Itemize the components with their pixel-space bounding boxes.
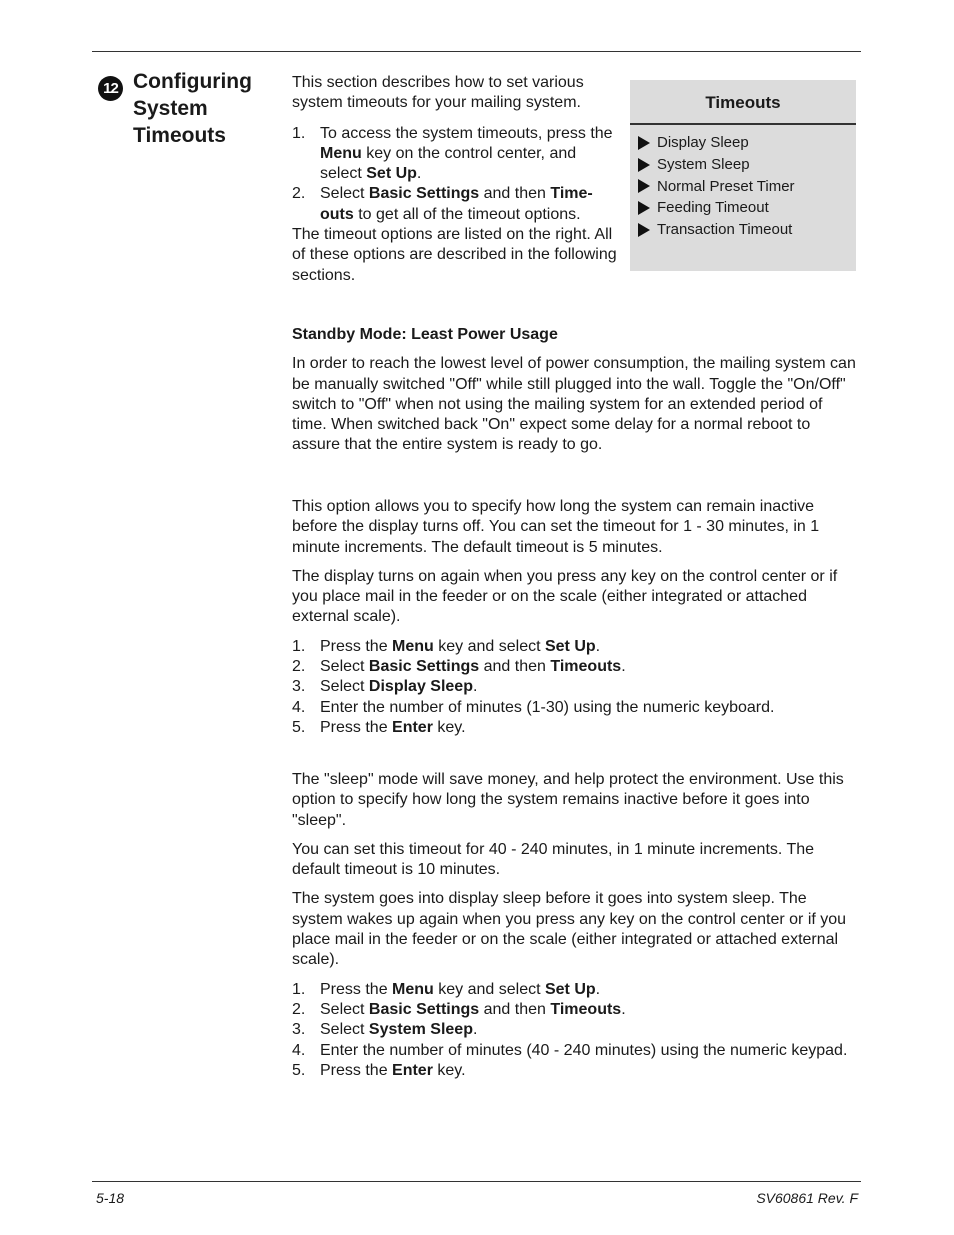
step-emphasis: Set Up	[544, 980, 596, 998]
sidebar-item-transaction-timeout: Transaction Timeout	[638, 219, 856, 241]
step-number: 4.	[292, 1041, 306, 1059]
system-sleep-paragraph: The "sleep" mode will save money, and help protect the environment. Use this option to specify how long the system remains inactive before it goes into "sleep".	[292, 771, 844, 829]
system-sleep-block	[292, 770, 858, 1081]
page-number: 5-18	[96, 1190, 125, 1206]
system-sleep-paragraph: You can set this timeout for 40 - 240 minutes, in 1 minute increments. The default timeout is 10 minutes.	[292, 840, 815, 879]
step-emphasis: Enter	[392, 718, 433, 736]
step-text: .	[595, 980, 601, 998]
step-text: and then	[479, 185, 551, 203]
step-emphasis: Basic Settings	[368, 658, 480, 676]
step-text: Select	[320, 1021, 369, 1039]
standby-heading: Standby Mode: Least Power Usage	[292, 326, 558, 343]
sidebar-item-system-sleep: System Sleep	[638, 154, 856, 176]
triangle-bullet-icon	[638, 201, 650, 215]
triangle-bullet-icon	[638, 136, 650, 150]
step-text: Press the	[320, 1061, 393, 1079]
sidebar-item-feeding-timeout: Feeding Timeout	[638, 197, 856, 219]
standby-block	[292, 325, 858, 456]
sidebar-list	[630, 125, 856, 241]
step-emphasis: Timeouts	[550, 1000, 622, 1018]
intro-steps	[292, 124, 622, 225]
step-item	[292, 184, 622, 225]
section-title-line: System	[133, 97, 208, 120]
step-emphasis: Enter	[392, 1061, 433, 1079]
step-text: key.	[432, 718, 466, 736]
standby-paragraph: In order to reach the lowest level of power consumption, the mailing system can be manually switched "Off" while still plugged into the wall. Toggle the "On/Off" switch to "Off" when not using the mailing system for an extended period of time. When switched back "On" expect some delay for a normal reboot to assure that the entire system is ready to go.	[292, 355, 856, 454]
system-sleep-paragraph: The system goes into display sleep before it goes into system sleep. The system wakes up again when you press any key on the control center or if you place mail in the feeder or on the scale (either integrated or attached external scale).	[292, 890, 847, 969]
step-text: to get all of the timeout options.	[353, 205, 581, 223]
step-item	[292, 1000, 858, 1020]
display-sleep-block	[292, 497, 858, 738]
section-title	[133, 68, 283, 149]
step-text: and then	[479, 658, 551, 676]
step-text: .	[472, 1021, 478, 1039]
triangle-bullet-icon	[638, 179, 650, 193]
step-text: key and select	[433, 980, 545, 998]
step-emphasis: Time-outs	[320, 185, 593, 223]
step-number: 2.	[292, 658, 306, 676]
step-text: key.	[432, 1061, 466, 1079]
step-item	[292, 677, 858, 697]
step-number: 5.	[292, 1061, 306, 1079]
step-number: 1.	[292, 980, 306, 998]
step-text: To access the system timeouts, press the	[320, 124, 613, 142]
step-item	[292, 637, 858, 657]
step-emphasis: Set Up	[544, 637, 596, 655]
step-emphasis: Menu	[392, 637, 434, 655]
triangle-bullet-icon	[638, 158, 650, 172]
step-item	[292, 980, 858, 1000]
step-text: key on the control center, and select	[320, 144, 577, 183]
step-text: Select	[320, 185, 369, 203]
step-text: key and select	[433, 637, 545, 655]
triangle-bullet-icon	[638, 223, 650, 237]
step-text: .	[416, 165, 422, 183]
step-item	[292, 1061, 858, 1081]
step-text: Enter the number of minutes (40 - 240 minutes) using the numeric keypad.	[320, 1041, 848, 1059]
step-emphasis: Display Sleep	[368, 678, 473, 696]
step-text: Enter the number of minutes (1-30) using the numeric keyboard.	[320, 698, 775, 716]
step-emphasis: Menu	[320, 144, 362, 162]
step-text: Select	[320, 658, 369, 676]
step-number: 1.	[292, 124, 306, 142]
step-emphasis: Menu	[392, 980, 434, 998]
step-number: 4.	[292, 698, 306, 716]
footer-rule	[92, 1181, 861, 1182]
sidebar-item-display-sleep: Display Sleep	[638, 132, 856, 154]
sidebar-title: Timeouts	[630, 80, 856, 125]
display-sleep-steps	[292, 637, 858, 738]
step-emphasis: Set Up	[366, 165, 417, 183]
step-emphasis: Basic Settings	[368, 1000, 480, 1018]
step-text: Select	[320, 1000, 369, 1018]
step-text: .	[472, 678, 478, 696]
intro-block	[292, 73, 622, 286]
step-item	[292, 698, 858, 718]
section-title-line: Timeouts	[133, 124, 226, 147]
step-text: Select	[320, 678, 369, 696]
display-sleep-paragraph: The display turns on again when you press any key on the control center or if you place mail in the feeder or on the scale (either integrated or attached external scale).	[292, 567, 838, 626]
intro-paragraph: The timeout options are listed on the right. All of these options are described in the following sections.	[292, 226, 617, 284]
step-item	[292, 124, 622, 185]
step-text: .	[595, 637, 601, 655]
step-item	[292, 1020, 858, 1040]
step-emphasis: Basic Settings	[368, 185, 480, 203]
display-sleep-paragraph: This option allows you to specify how long the system can remain inactive before the display turns off. You can set the timeout for 1 - 30 minutes, in 1 minute increments. The default timeout is 5 minutes.	[292, 498, 820, 556]
step-text: and then	[479, 1000, 551, 1018]
section-title-line: Configuring	[133, 70, 252, 93]
step-number: 5.	[292, 718, 306, 736]
system-sleep-steps	[292, 980, 858, 1081]
step-number: 3.	[292, 678, 306, 696]
step-number: 2.	[292, 185, 306, 203]
step-emphasis: Timeouts	[550, 658, 622, 676]
timeouts-sidebar	[630, 80, 856, 271]
intro-paragraph: This section describes how to set various system timeouts for your mailing system.	[292, 74, 584, 112]
step-number: 1.	[292, 637, 306, 655]
sidebar-item-normal-preset-timer: Normal Preset Timer	[638, 176, 856, 198]
step-item	[292, 718, 858, 738]
section-number-badge: 12	[98, 76, 123, 101]
step-number: 3.	[292, 1021, 306, 1039]
step-text: Press the	[320, 980, 393, 998]
step-item	[292, 1041, 858, 1061]
step-emphasis: System Sleep	[368, 1021, 473, 1039]
document-id: SV60861 Rev. F	[756, 1190, 858, 1206]
step-text: .	[621, 1000, 626, 1018]
header-rule	[92, 51, 861, 52]
step-text: Press the	[320, 637, 393, 655]
step-number: 2.	[292, 1000, 306, 1018]
step-text: .	[621, 658, 626, 676]
step-item	[292, 657, 858, 677]
step-text: Press the	[320, 718, 393, 736]
